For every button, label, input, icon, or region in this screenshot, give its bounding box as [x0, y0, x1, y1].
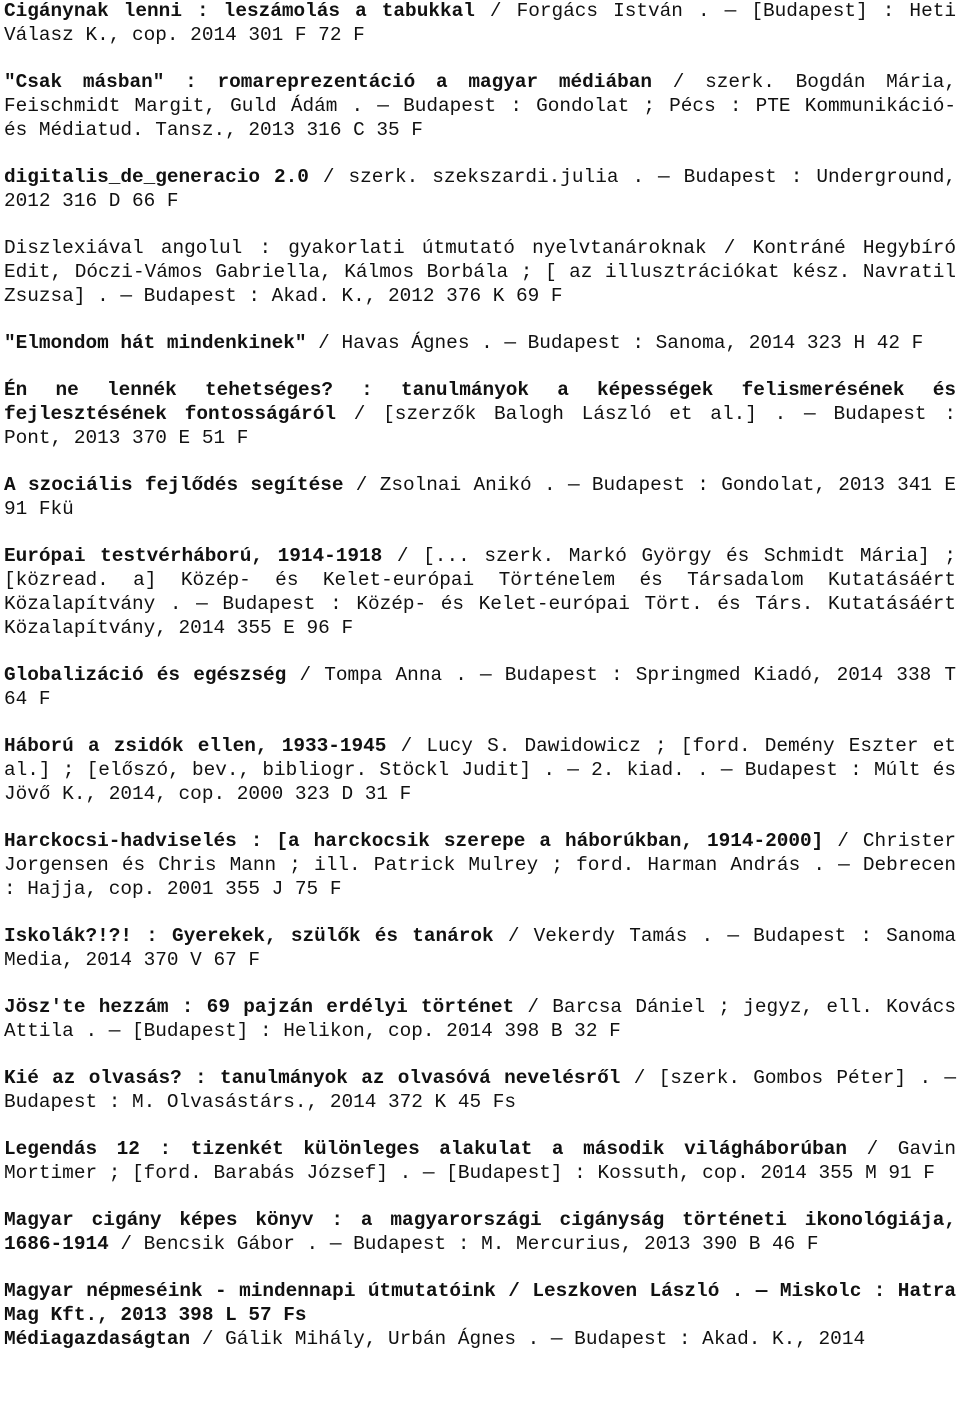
list-item [4, 1209, 956, 1257]
entry-details: / Havas Ágnes . — Budapest : Sanoma, 2014 323 H 42 F [306, 331, 924, 354]
entry-details: / [... szerk. Markó György és Schmidt Mária] ; [közread. a] Közép- és Kelet-európai Történelem és Társadalom Kutatásáért Közalapítvány . — Budapest : Közép- és Kelet-európai Tört. és Társ. Kutatásáért Közalapítvány, 2014 355 E 96 F [4, 545, 956, 639]
entry-title: digitalis_de_generacio 2.0 [4, 165, 309, 188]
entry-title: Legendás 12 : tizenkét különleges alakulat a második világháborúban [4, 1138, 848, 1161]
list-item [4, 166, 956, 214]
list-item [4, 1138, 956, 1186]
list-item [4, 545, 956, 640]
entry-title: Globalizáció és egészség [4, 663, 287, 686]
list-item [4, 1328, 956, 1352]
entry-title: "Csak másban" : romareprezentáció a magyar médiában [4, 71, 652, 94]
entry-details: / Forgács István . — [Budapest] : Heti Válasz K., cop. 2014 301 F 72 F [4, 0, 956, 46]
entry-title: Magyar cigány képes könyv : a magyarországi cigányság történeti ikonológiája, 1686-1914 [4, 1209, 956, 1255]
entry-details: / Lucy S. Dawidowicz ; [ford. Demény Eszter et al.] ; [előszó, bev., bibliogr. Stöckl Judit] . — 2. kiad. . — Budapest : Múlt és Jövő K., 2014, cop. 2000 323 D 31 F [4, 735, 956, 805]
list-item [4, 474, 956, 522]
entry-details: / Tompa Anna . — Budapest : Springmed Kiadó, 2014 338 T 64 F [4, 663, 956, 710]
entry-details: / Christer Jorgensen és Chris Mann ; ill. Patrick Mulrey ; ford. Harman András . — Debrecen : Hajja, cop. 2001 355 J 75 F [4, 829, 956, 900]
list-item [4, 664, 956, 712]
entry-details: / Zsolnai Anikó . — Budapest : Gondolat, 2013 341 E 91 Fkü [4, 474, 956, 520]
entry-title: Magyar népmeséink - mindennapi útmutatóink / Leszkoven László . — Miskolc : Hatra Mag Kft., 2013 398 L 57 Fs [4, 1280, 956, 1327]
list-item [4, 71, 956, 142]
entry-details: / Vekerdy Tamás . — Budapest : Sanoma Media, 2014 370 V 67 F [4, 924, 956, 971]
entry-title: A szociális fejlődés segítése [4, 474, 344, 497]
entry-title: Iskolák?!?! : Gyerekek, szülők és tanárok [4, 924, 494, 947]
entry-details: / szerk. szekszardi.julia . — Budapest : Underground, 2012 316 D 66 F [4, 165, 956, 212]
entry-title: Harckocsi-hadviselés : [a harckocsik szerepe a háborúkban, 1914-2000] [4, 829, 824, 852]
entry-title: Háború a zsidók ellen, 1933-1945 [4, 735, 387, 758]
list-item [4, 379, 956, 450]
entry-title: Cigánynak lenni : leszámolás a tabukkal [4, 0, 475, 22]
list-item [4, 735, 956, 806]
entry-title: Médiagazdaságtan [4, 1327, 191, 1350]
entry-details: / Bencsik Gábor . — Budapest : M. Mercurius, 2013 390 B 46 F [108, 1232, 819, 1255]
entry-details: / [szerk. Gombos Péter] . — Budapest : M. Olvasástárs., 2014 372 K 45 Fs [4, 1067, 956, 1113]
list-item [4, 830, 956, 901]
entry-title: Európai testvérháború, 1914-1918 [4, 545, 383, 568]
entry-details: Diszlexiával angolul : gyakorlati útmutató nyelvtanároknak / Kontráné Hegybíró Edit, Dóczi-Vámos Gabriella, Kálmos Borbála ; [ az illusztrációkat kész. Navratil Zsuzsa] . — Budapest : Akad. K., 2012 376 K 69 F [4, 237, 956, 307]
entry-title: Én ne lennék tehetséges? : tanulmányok a képességek felismerésének és fejlesztésének fontosságáról [4, 379, 956, 426]
list-item [4, 332, 956, 356]
list-item [4, 1280, 956, 1328]
entry-details: / szerk. Bogdán Mária, Feischmidt Margit, Guld Ádám . — Budapest : Gondolat ; Pécs : PTE Kommunikáció- és Médiatud. Tansz., 2013 316 C 35 F [4, 71, 956, 141]
entry-title: "Elmondom hát mindenkinek" [4, 331, 307, 354]
entry-details: / Gavin Mortimer ; [ford. Barabás József] . — [Budapest] : Kossuth, cop. 2014 355 M 91 F [4, 1138, 956, 1184]
entry-details: / Barcsa Dániel ; jegyz, ell. Kovács Attila . — [Budapest] : Helikon, cop. 2014 398 B 32 F [4, 995, 956, 1042]
list-item [4, 925, 956, 973]
list-item [4, 237, 956, 308]
entry-title: Jösz'te hezzám : 69 pajzán erdélyi történet [4, 995, 515, 1018]
entry-details: / [szerzők Balogh László et al.] . — Budapest : Pont, 2013 370 E 51 F [4, 403, 956, 449]
entry-details: / Gálik Mihály, Urbán Ágnes . — Budapest : Akad. K., 2014 [190, 1327, 866, 1350]
list-item [4, 996, 956, 1044]
list-item [4, 1067, 956, 1115]
entry-title: Kié az olvasás? : tanulmányok az olvasóvá nevelésről [4, 1067, 621, 1089]
list-item [4, 0, 956, 48]
